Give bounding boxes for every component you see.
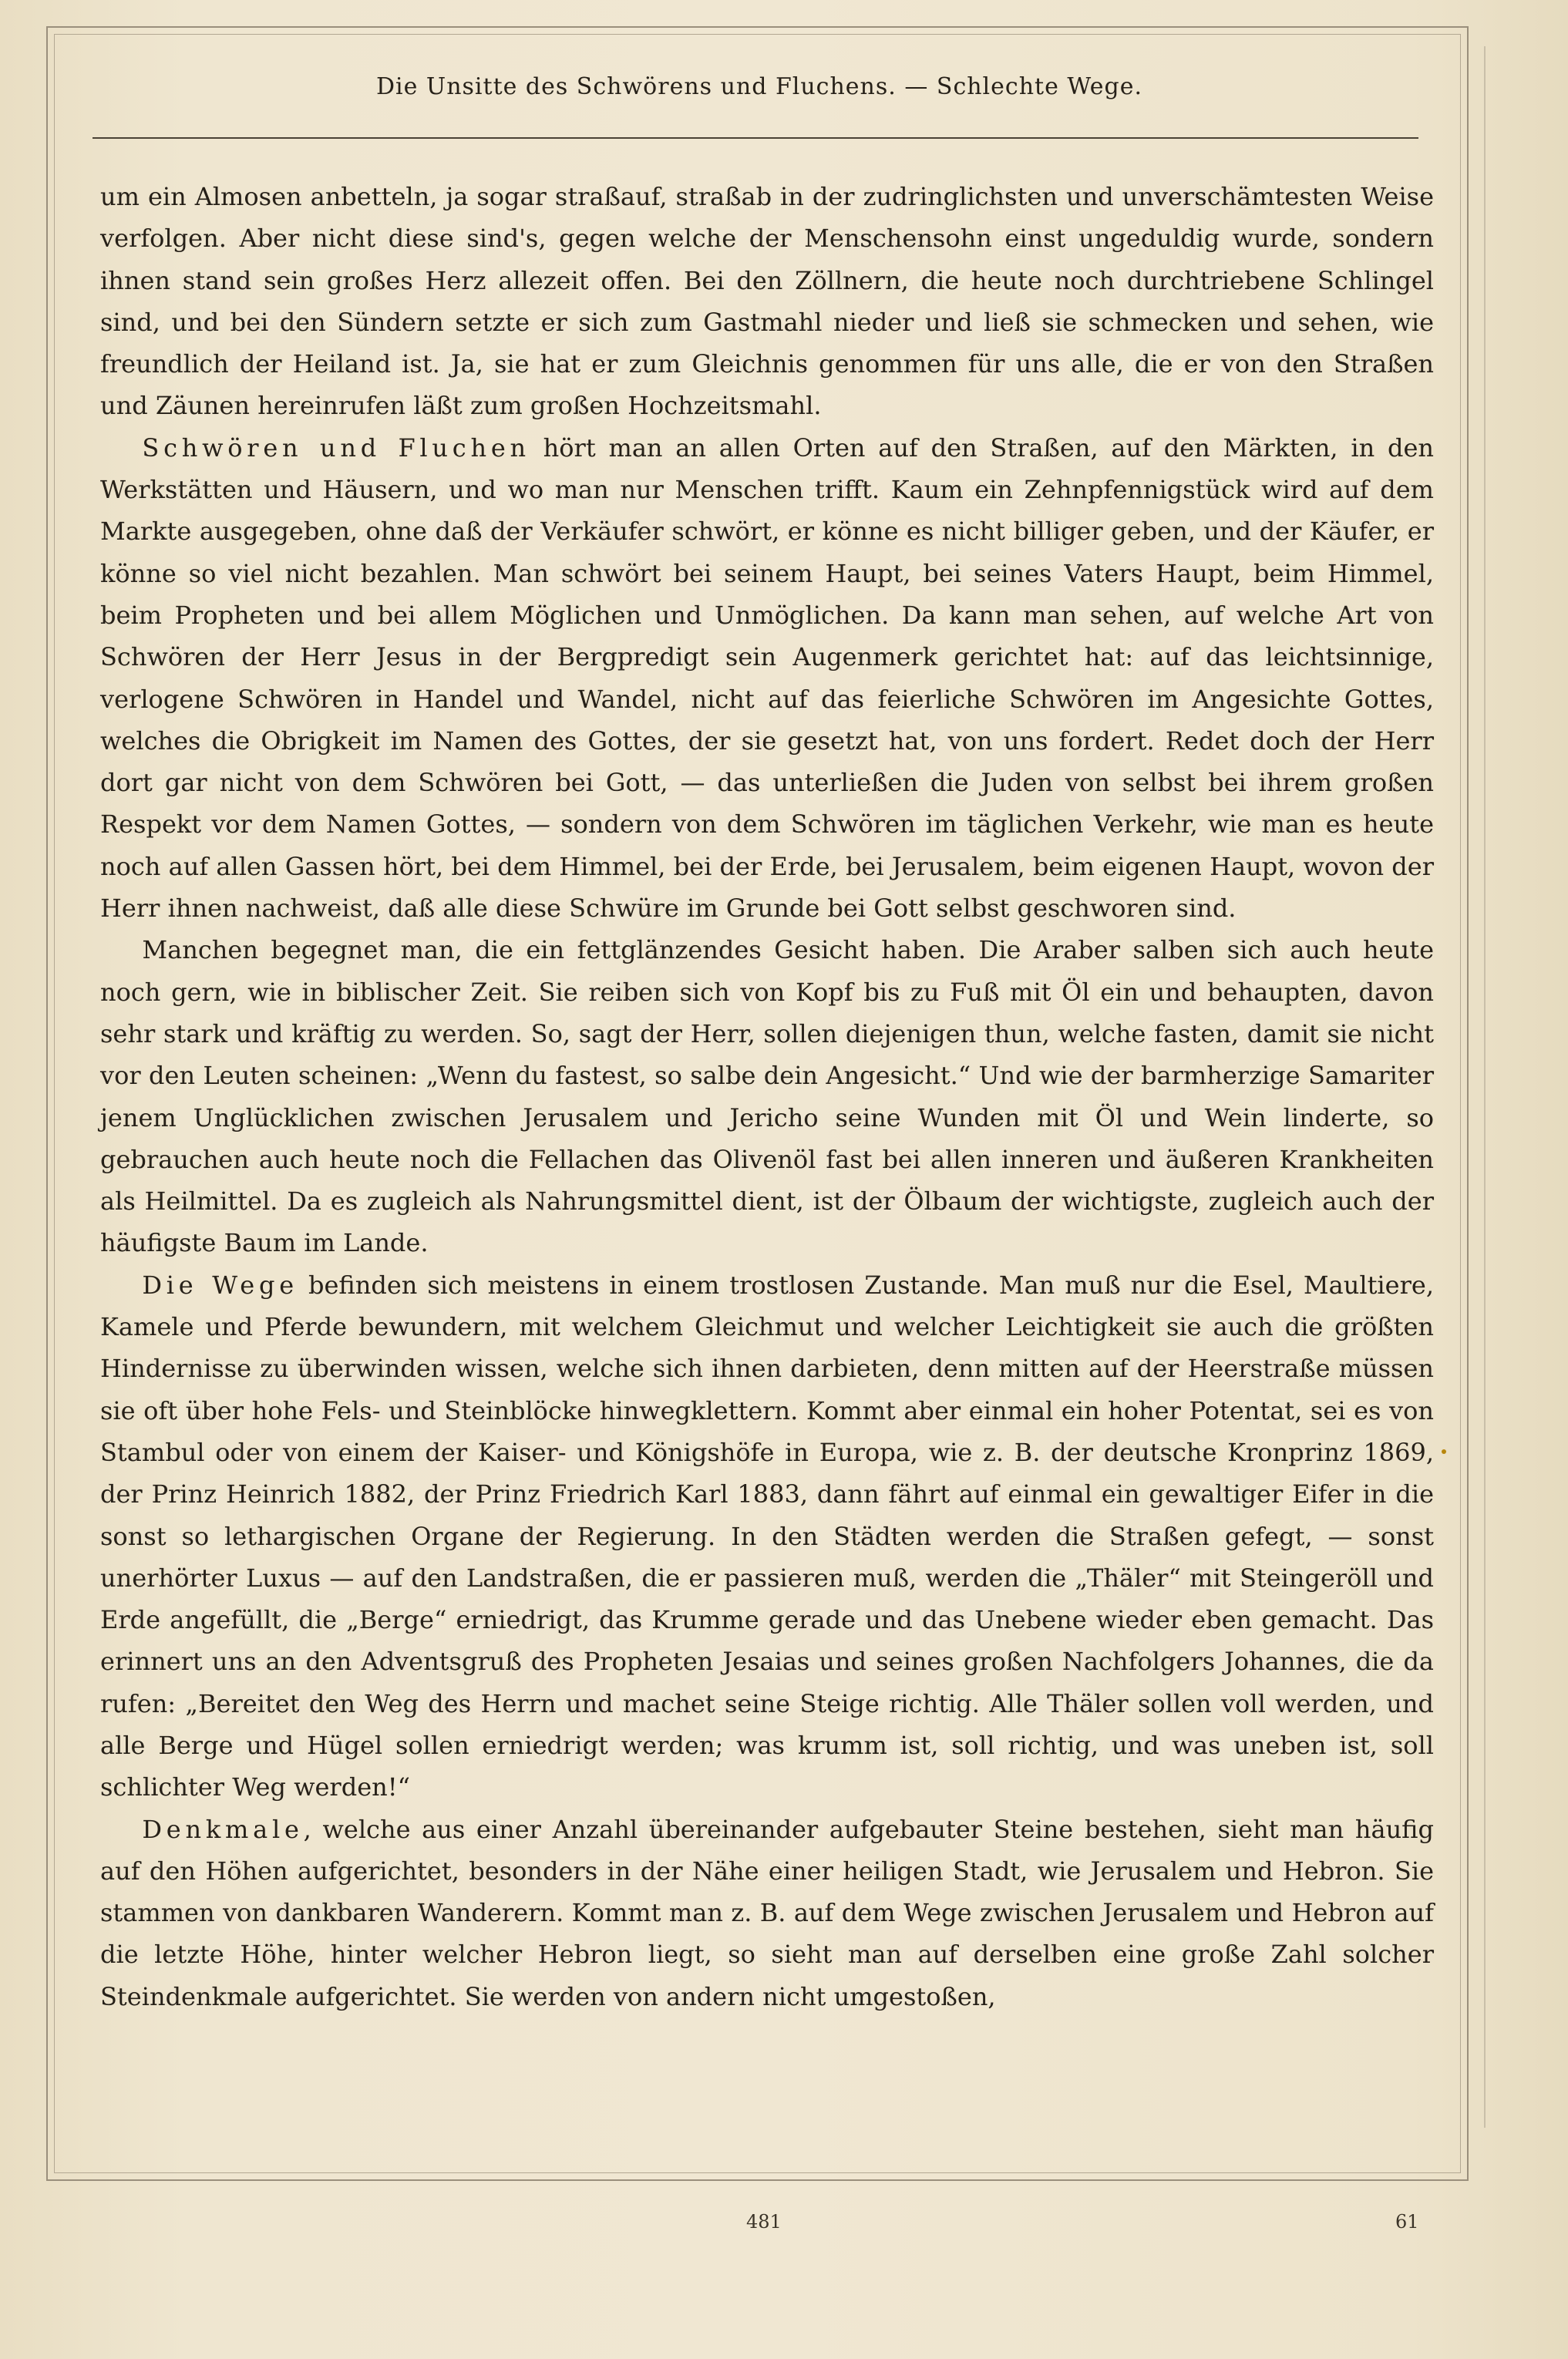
header-divider [93, 137, 1418, 139]
paragraph-1 [100, 176, 1434, 427]
paragraph-text: Manchen begegnet man, die ein fettglänzendes Gesicht haben. Die Araber salben sich auch heute noch gern, wie in biblischer Zeit. Sie reiben sich von Kopf bis zu Fuß mit Öl ein und behaupten, davon sehr stark und kräftig zu werden. So, sagt der Herr, sollen diejenigen thun, welche fasten, damit sie nicht vor den Leuten scheinen: „Wenn du fastest, so salbe dein Angesicht.“ Und wie der barmherzige Samariter jenem Unglücklichen zwischen Jerusalem und Jericho seine Wunden mit Öl und Wein linderte, so gebrauchen auch heute noch die Fellachen das Olivenöl fast bei allen inneren und äußeren Krankheiten als Heilmittel. Da es zugleich als Nahrungsmittel dient, ist der Ölbaum der wichtigste, zugleich auch der häufigste Baum im Lande. [100, 935, 1434, 1258]
paragraph-text: befinden sich meistens in einem trostlosen Zustande. Man muß nur die Esel, Maultiere, Kamele und Pferde bewundern, mit welchem Gleichmut und welcher Leichtigkeit sie auch die größten Hindernisse zu überwinden wissen, welche sich ihnen darbieten, denn mitten auf der Heerstraße müssen sie oft über hohe Fels- und Steinblöcke hinwegklettern. Kommt aber einmal ein hoher Potentat, sei es von Stambul oder von einem der Kaiser- und Königshöfe in Europa, wie z. B. der deutsche Kronprinz 1869, der Prinz Heinrich 1882, der Prinz Friedrich Karl 1883, dann fährt auf einmal ein gewaltiger Eifer in die sonst so lethargischen Organe der Regierung. In den Städten werden die Straßen gefegt, — sonst unerhörter Luxus — auf den Landstraßen, die er passieren muß, werden die „Thäler“ mit Steingeröll und Erde angefüllt, die „Berge“ erniedrigt, das Krumme gerade und das Unebene wieder eben gemacht. Das erinnert uns an den Adventsgruß des Propheten Jesaias und seines großen Nachfolgers Johannes, die da rufen: „Bereitet den Weg des Herrn und machet seine Steige richtig. Alle Thäler sollen voll werden, und alle Berge und Hügel sollen erniedrigt werden; was krumm ist, soll richtig, und was uneben ist, soll schlichter Weg werden!“ [100, 1270, 1434, 1802]
paragraph-lead-spaced: Die Wege [142, 1270, 298, 1300]
paragraph-5 [100, 1809, 1434, 2017]
paragraph-2 [100, 427, 1434, 930]
signature-mark: 61 [1395, 2211, 1419, 2233]
ink-speck [1442, 1449, 1446, 1454]
page-number: 481 [746, 2211, 782, 2233]
paragraph-3 [100, 929, 1434, 1264]
body-text [100, 176, 1434, 2017]
paragraph-lead-spaced: Denkmale [142, 1814, 304, 1844]
paragraph-4 [100, 1264, 1434, 1809]
paragraph-text: um ein Almosen anbetteln, ja sogar straßauf, straßab in der zudringlichsten und unverschämtesten Weise verfolgen. Aber nicht diese sind's, gegen welche der Menschensohn einst ungeduldig wurde, sondern ihnen stand sein großes Herz allezeit offen. Bei den Zöllnern, die heute noch durchtriebene Schlingel sind, und bei den Sündern setzte er sich zum Gastmahl nieder und ließ sie schmecken und sehen, wie freundlich der Heiland ist. Ja, sie hat er zum Gleichnis genommen für uns alle, die er von den Straßen und Zäunen hereinrufen läßt zum großen Hochzeitsmahl. [100, 182, 1434, 421]
paragraph-lead-spaced: Schwören und Fluchen [142, 432, 530, 463]
margin-rule [1484, 46, 1486, 2128]
running-header: Die Unsitte des Schwörens und Fluchens. — Schlechte Wege. [375, 73, 1143, 100]
paragraph-text: hört man an allen Orten auf den Straßen, auf den Märkten, in den Werkstätten und Häusern, und wo man nur Menschen trifft. Kaum ein Zehnpfennigstück wird auf dem Markte ausgegeben, ohne daß der Verkäufer schwört, er könne es nicht billiger geben, und der Käufer, er könne so viel nicht bezahlen. Man schwört bei seinem Haupt, bei seines Vaters Haupt, beim Himmel, beim Propheten und bei allem Möglichen und Unmöglichen. Da kann man sehen, auf welche Art von Schwören der Herr Jesus in der Bergpredigt sein Augenmerk gerichtet hat: auf das leichtsinnige, verlogene Schwören in Handel und Wandel, nicht auf das feierliche Schwören im Angesichte Gottes, welches die Obrigkeit im Namen des Gottes, der sie gesetzt hat, von uns fordert. Redet doch der Herr dort gar nicht von dem Schwören bei Gott, — das unterließen die Juden von selbst bei ihrem großen Respekt vor dem Namen Gottes, — sondern von dem Schwören im täglichen Verkehr, wie man es heute noch auf allen Gassen hört, bei dem Himmel, bei der Erde, bei Jerusalem, beim eigenen Haupt, wovon der Herr ihnen nachweist, daß alle diese Schwüre im Grunde bei Gott selbst geschworen sind. [100, 432, 1434, 924]
paragraph-text: , welche aus einer Anzahl übereinander aufgebauter Steine bestehen, sieht man häufig auf den Höhen aufgerichtet, besonders in der Nähe einer heiligen Stadt, wie Jerusalem und Hebron. Sie stammen von dankbaren Wanderern. Kommt man z. B. auf dem Wege zwischen Jerusalem und Hebron auf die letzte Höhe, hinter welcher Hebron liegt, so sieht man auf derselben eine große Zahl solcher Steindenkmale aufgerichtet. Sie werden von andern nicht umgestoßen, [100, 1814, 1434, 2011]
